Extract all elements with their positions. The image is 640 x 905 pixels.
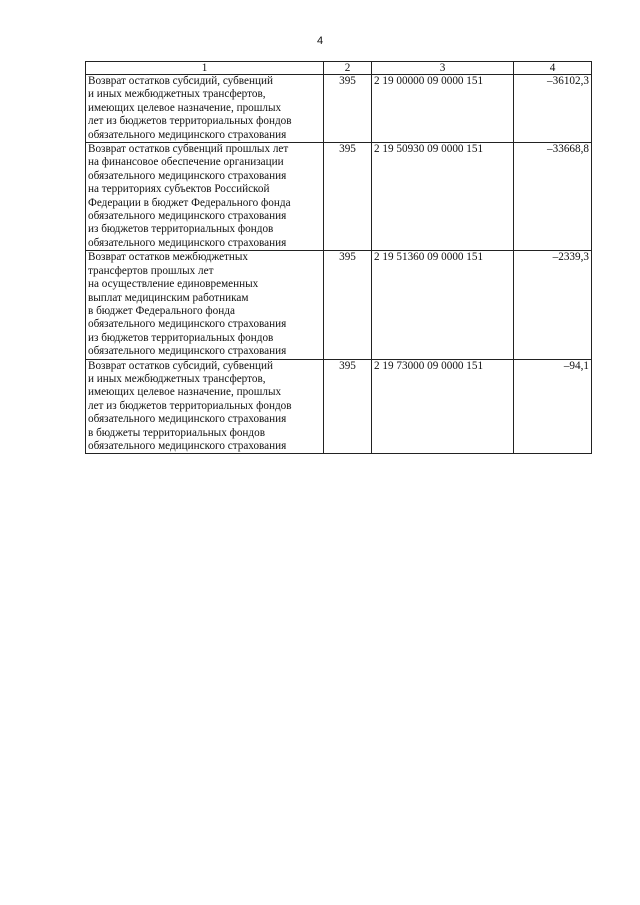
description-line: Возврат остатков межбюджетных [88, 251, 249, 264]
page-number: 4 [316, 35, 324, 47]
description-line: Возврат остатков субсидий, субвенций [88, 359, 273, 372]
description-line: на финансовое обеспечение организации [88, 156, 284, 169]
table-body [86, 75, 592, 454]
description-line: на территориях субъектов Российской [88, 183, 270, 196]
amount: –36102,3 [514, 75, 592, 143]
description-line: лет из бюджетов территориальных фондов [88, 115, 292, 128]
table-row [86, 75, 592, 143]
column-header-4: 4 [514, 62, 592, 75]
admin-code: 395 [324, 251, 372, 359]
amount: –94,1 [514, 359, 592, 454]
description-line: и иных межбюджетных трансфертов, [88, 88, 266, 101]
description-line: Федерации в бюджет Федерального фонда [88, 196, 291, 209]
description-line: Возврат остатков субсидий, субвенций [88, 75, 273, 87]
column-header-3: 3 [372, 62, 514, 75]
description-line: выплат медицинским работникам [88, 291, 249, 304]
description-line: в бюджеты территориальных фондов [88, 426, 265, 439]
table-row [86, 251, 592, 359]
description-line: обязательного медицинского страхования [88, 128, 287, 141]
description-line: Возврат остатков субвенций прошлых лет [88, 143, 289, 156]
row-description [86, 359, 324, 454]
description-line: имеющих целевое назначение, прошлых [88, 101, 282, 114]
row-description [86, 75, 324, 143]
description-line: обязательного медицинского страхования [88, 169, 287, 182]
description-line: обязательного медицинского страхования [88, 210, 287, 223]
row-description [86, 143, 324, 251]
description-line: в бюджет Федерального фонда [88, 304, 235, 317]
budget-table [85, 61, 592, 454]
admin-code: 395 [324, 143, 372, 251]
description-line: обязательного медицинского страхования [88, 318, 287, 331]
budget-code: 2 19 50930 09 0000 151 [372, 143, 514, 251]
description-line: на осуществление единовременных [88, 278, 259, 291]
amount: –2339,3 [514, 251, 592, 359]
table-header [86, 62, 592, 75]
description-line: трансфертов прошлых лет [88, 264, 214, 277]
table-row [86, 359, 592, 454]
description-line: обязательного медицинского страхования [88, 345, 287, 358]
header-row [86, 62, 592, 75]
description-line: обязательного медицинского страхования [88, 439, 287, 452]
row-description [86, 251, 324, 359]
column-header-2: 2 [324, 62, 372, 75]
description-line: из бюджетов территориальных фондов [88, 223, 274, 236]
admin-code: 395 [324, 359, 372, 454]
description-line: имеющих целевое назначение, прошлых [88, 386, 282, 399]
budget-code: 2 19 73000 09 0000 151 [372, 359, 514, 454]
description-line: и иных межбюджетных трансфертов, [88, 372, 266, 385]
admin-code: 395 [324, 75, 372, 143]
amount: –33668,8 [514, 143, 592, 251]
budget-code: 2 19 00000 09 0000 151 [372, 75, 514, 143]
table-row [86, 143, 592, 251]
description-line: обязательного медицинского страхования [88, 236, 287, 249]
budget-code: 2 19 51360 09 0000 151 [372, 251, 514, 359]
column-header-1: 1 [86, 62, 324, 75]
description-line: лет из бюджетов территориальных фондов [88, 399, 292, 412]
description-line: обязательного медицинского страхования [88, 413, 287, 426]
description-line: из бюджетов территориальных фондов [88, 331, 274, 344]
